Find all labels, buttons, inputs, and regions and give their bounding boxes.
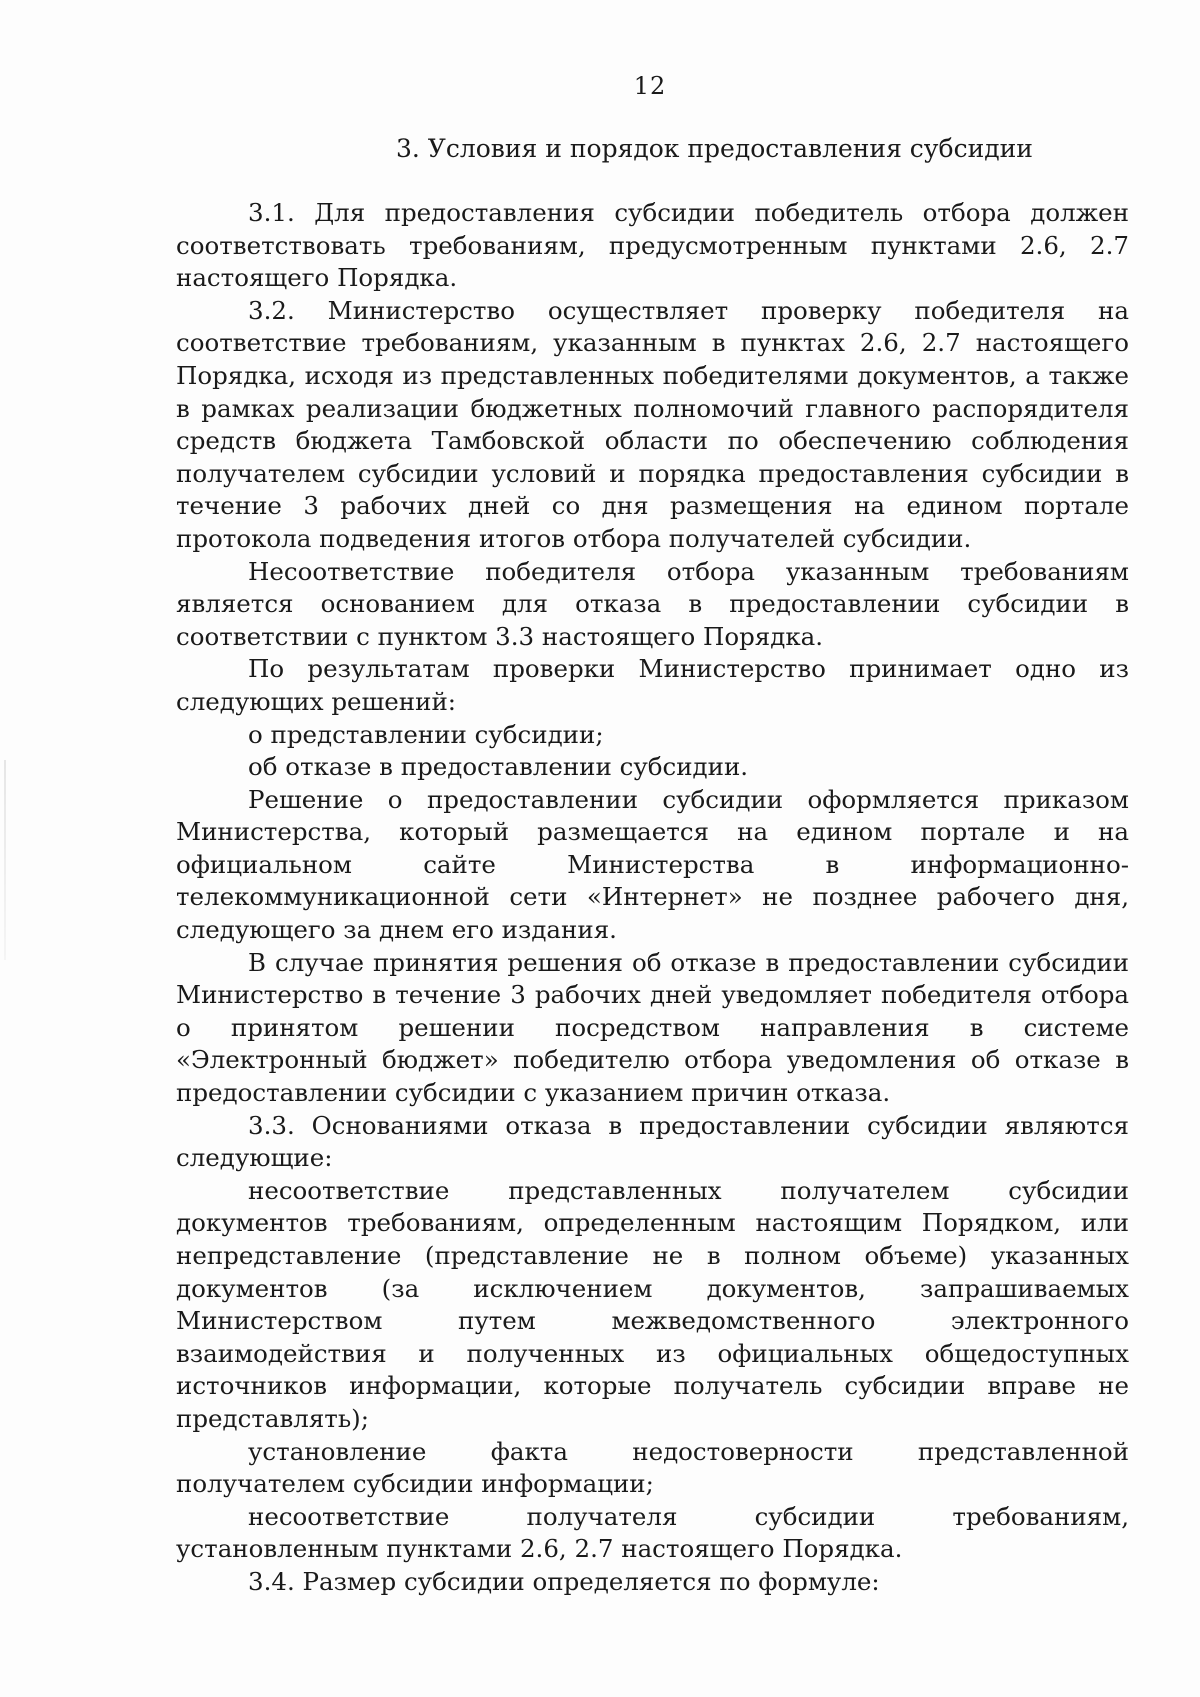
scan-edge-mark (4, 760, 6, 960)
list-item-documents-nonconformity: несоответствие представленных получателем субсидии документов требованиям, определенным настоящим Порядком, или непредставление (представление не в полном объеме) указанных документов (за исключением документов, запрашиваемых Министерством путем межведомственного электронного взаимодействия и полученных из официальных общедоступных источников информации, которые получатель субсидии вправе не представлять); (176, 1175, 1129, 1433)
paragraph-3-3: 3.3. Основаниями отказа в предоставлении субсидии являются следующие: (176, 1110, 1129, 1173)
document-body (176, 197, 1129, 1599)
paragraph-decision-order: Решение о предоставлении субсидии оформляется приказом Министерства, который размещается на едином портале и на официальном сайте Министерства в информационно-телекоммуникационной сети «Интернет» не позднее рабочего дня, следующего за днем его издания. (176, 784, 1129, 945)
page-number: 12 (633, 72, 667, 100)
paragraph-3-4: 3.4. Размер субсидии определяется по формуле: (248, 1566, 880, 1596)
section-title: 3. Условия и порядок предоставления субсидии (396, 134, 1033, 163)
list-item-false-information: установление факта недостоверности представленной получателем субсидии информации; (176, 1436, 1129, 1499)
paragraph-check-results: По результатам проверки Министерство принимает одно из следующих решений: (176, 654, 1129, 716)
list-item-refusal-decision: об отказе в предоставлении субсидии. (248, 752, 749, 782)
paragraph-nonconformity: Несоответствие победителя отбора указанным требованиям является основанием для отказа в предоставлении субсидии в соответствии с пунктом 3.3 настоящего Порядка. (176, 556, 1129, 651)
list-item-requirements-nonconformity: несоответствие получателя субсидии требованиям, установленным пунктами 2.6, 2.7 настоящего Порядка. (176, 1501, 1129, 1564)
paragraph-3-2: 3.2. Министерство осуществляет проверку победителя на соответствие требованиям, указанным в пунктах 2.6, 2.7 настоящего Порядка, исходя из представленных победителями документов, а также в рамках реализации бюджетных полномочий главного распорядителя средств бюджета Тамбовской области по обеспечению соблюдения получателем субсидии условий и порядка предоставления субсидии в течение 3 рабочих дней со дня размещения на едином портале протокола подведения итогов отбора получателей субсидии. (176, 295, 1129, 553)
paragraph-refusal-notice: В случае принятия решения об отказе в предоставлении субсидии Министерство в течение 3 рабочих дней уведомляет победителя отбора о принятом решении посредством направления в системе «Электронный бюджет» победителю отбора уведомления об отказе в предоставлении субсидии с указанием причин отказа. (176, 947, 1129, 1108)
list-item-grant-decision: о представлении субсидии; (248, 719, 604, 749)
paragraph-3-1: 3.1. Для предоставления субсидии победитель отбора должен соответствовать требованиям, предусмотренным пунктами 2.6, 2.7 настоящего Порядка. (176, 198, 1129, 293)
